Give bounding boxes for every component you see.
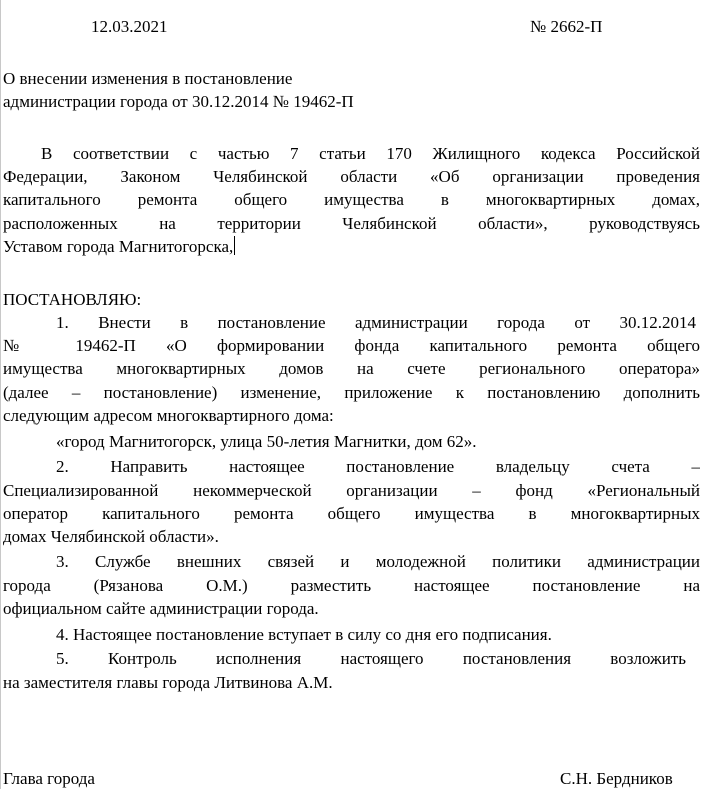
clause1-line: имущества многоквартирных домов на счете регионального оператора» xyxy=(3,359,700,378)
text-cursor xyxy=(234,236,235,255)
clause4-line: 4. Настоящее постановление вступает в силу со дня его подписания. xyxy=(56,625,552,644)
page-left-border xyxy=(0,0,1,789)
clause3-line: официальном сайте администрации города. xyxy=(3,599,319,618)
signature-name: С.Н. Бердников xyxy=(560,769,673,788)
clause1-line: (далее – постановление) изменение, приложение к постановлению дополнить xyxy=(3,383,700,402)
clause2-line: Специализированной некоммерческой организации – фонд «Региональный xyxy=(3,481,700,500)
preamble-line: В соответствии с частью 7 статьи 170 Жилищного кодекса Российской xyxy=(41,144,700,163)
clause5-line: на заместителя главы города Литвинова А.М. xyxy=(3,673,333,692)
clause2-line: оператор капитального ремонта общего имущества в многоквартирных xyxy=(3,504,700,523)
clause5-line: 5. Контроль исполнения настоящего постановления возложить xyxy=(56,649,686,668)
preamble-line: капитального ремонта общего имущества в многоквартирных домах, xyxy=(3,190,700,209)
clause1-line: 1. Внести в постановление администрации города от 30.12.2014 xyxy=(56,313,696,332)
clause2-line: 2. Направить настоящее постановление владельцу счета – xyxy=(56,457,700,476)
subject-line-2: администрации города от 30.12.2014 № 19462-П xyxy=(3,92,354,111)
preamble-last-line xyxy=(3,236,235,257)
preamble-line: Федерации, Законом Челябинской области «Об организации проведения xyxy=(3,167,700,186)
clause3-line: 3. Службе внешних связей и молодежной политики администрации xyxy=(56,552,700,571)
document-number: № 2662-П xyxy=(530,17,603,36)
clause2-line: домах Челябинской области». xyxy=(3,527,219,546)
preamble-line: расположенных на территории Челябинской области», руководствуясь xyxy=(3,214,700,233)
subject-line-1: О внесении изменения в постановление xyxy=(3,69,293,88)
clause1-line: № 19462-П «О формировании фонда капитального ремонта общего xyxy=(3,336,700,355)
clause1-line: следующим адресом многоквартирного дома: xyxy=(3,406,334,425)
clause1-address: «город Магнитогорск, улица 50-летия Магнитки, дом 62». xyxy=(56,432,477,451)
decree-word: ПОСТАНОВЛЯЮ: xyxy=(3,290,142,309)
document-date: 12.03.2021 xyxy=(91,17,168,36)
signature-title: Глава города xyxy=(3,769,95,788)
clause3-line: города (Рязанова О.М.) разместить настоящее постановление на xyxy=(3,576,700,595)
preamble-last-text: Уставом города Магнитогорска, xyxy=(3,237,234,256)
